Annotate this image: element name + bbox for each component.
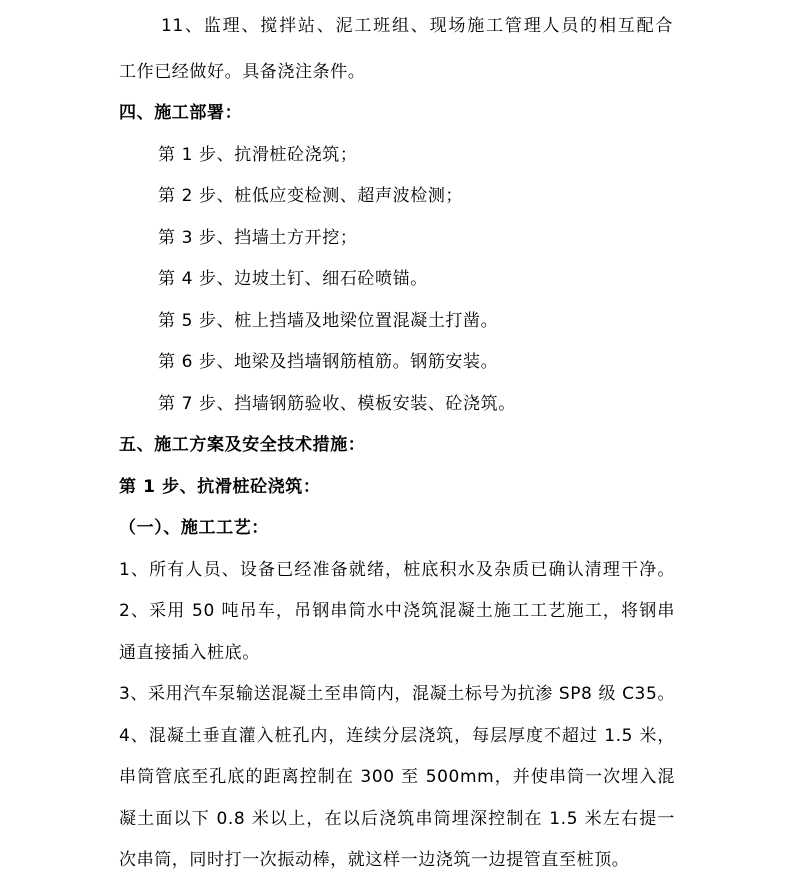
item-11-line-1: 11、监理、搅拌站、泥工班组、现场施工管理人员的相互配合	[161, 16, 673, 36]
deployment-step-7: 第 7 步、挡墙钢筋验收、模板安装、砼浇筑。	[158, 394, 516, 414]
paragraph-4-line-3: 凝土面以下 0.8 米以上，在以后浇筑串筒埋深控制在 1.5 米左右提一	[119, 809, 675, 829]
paragraph-4-line-2: 串筒管底至孔底的距离控制在 300 至 500mm，并使串筒一次埋入混	[119, 767, 675, 787]
paragraph-2-line-1: 2、采用 50 吨吊车，吊钢串筒水中浇筑混凝土施工工艺施工，将钢串	[119, 601, 675, 621]
item-11-line-2: 工作已经做好。具备浇注条件。	[119, 62, 366, 82]
paragraph-3: 3、采用汽车泵输送混凝土至串筒内，混凝土标号为抗渗 SP8 级 C35。	[119, 684, 675, 704]
paragraph-4-line-1: 4、混凝土垂直灌入桩孔内，连续分层浇筑，每层厚度不超过 1.5 米，	[119, 726, 675, 746]
construction-process-heading: （一）、施工工艺：	[119, 518, 269, 538]
deployment-step-6: 第 6 步、地梁及挡墙钢筋植筋。钢筋安装。	[158, 352, 499, 372]
paragraph-1: 1、所有人员、设备已经准备就绪，桩底积水及杂质已确认清理干净。	[119, 560, 675, 580]
step-1-heading: 第 1 步、抗滑桩砼浇筑：	[119, 477, 321, 497]
section-4-heading: 四、施工部署：	[119, 103, 243, 123]
section-5-heading: 五、施工方案及安全技术措施：	[119, 435, 366, 455]
deployment-step-5: 第 5 步、桩上挡墙及地梁位置混凝土打凿。	[158, 311, 499, 331]
deployment-step-1: 第 1 步、抗滑桩砼浇筑；	[158, 145, 358, 165]
deployment-step-4: 第 4 步、边坡土钉、细石砼喷锚。	[158, 269, 428, 289]
deployment-step-3: 第 3 步、挡墙土方开挖；	[158, 228, 358, 248]
deployment-step-2: 第 2 步、桩低应变检测、超声波检测；	[158, 186, 464, 206]
paragraph-2-line-2: 通直接插入桩底。	[119, 643, 260, 663]
paragraph-4-line-4: 次串筒，同时打一次振动棒，就这样一边浇筑一边提管直至桩顶。	[119, 850, 630, 870]
